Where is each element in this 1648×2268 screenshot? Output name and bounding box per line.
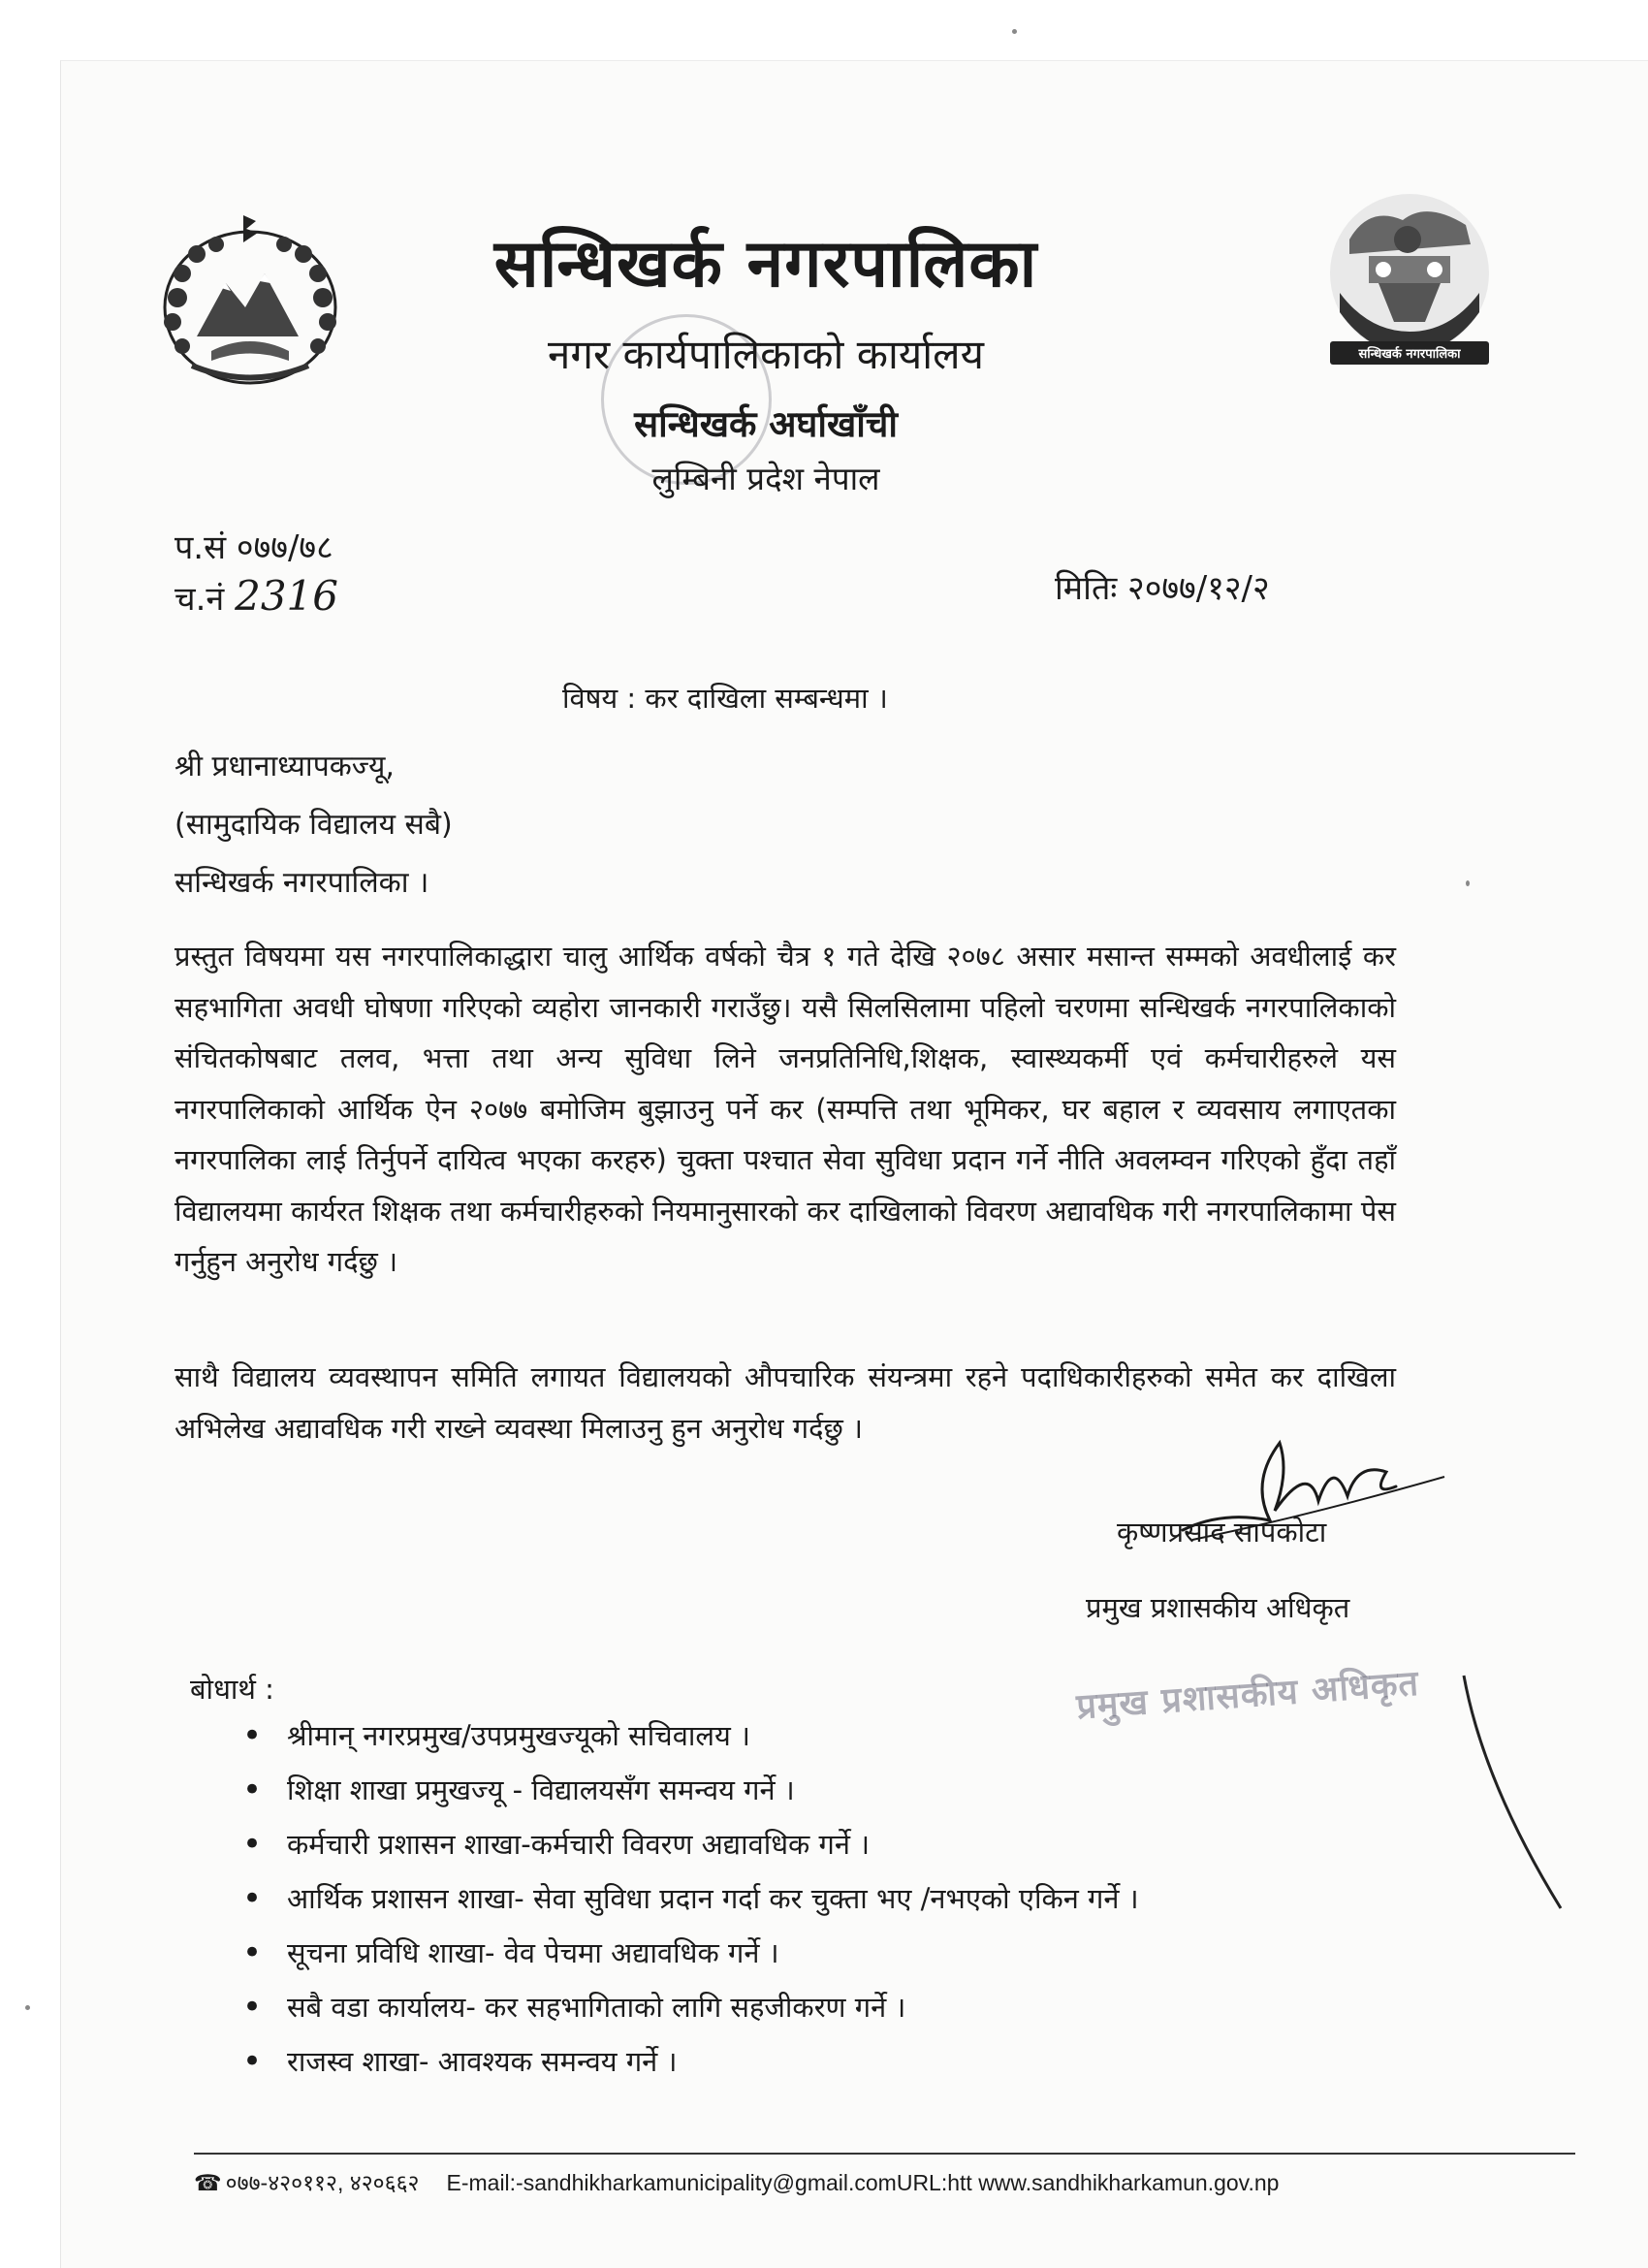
cc-list [242,1709,1139,2089]
footer-contact [194,2166,1279,2197]
municipality-logo-icon [1311,186,1508,370]
footer-divider [194,2153,1575,2155]
signatory-name: कृष्णप्रसाद सापकोटा [1117,1516,1327,1549]
list-item: • सबै वडा कार्यालय- कर सहभागिताको लागि सहजीकरण गर्ने । [242,1980,1139,2034]
officer-stamp: प्रमुख प्रशासकीय अधिकृत [1075,1663,1421,1728]
list-item: • सूचना प्रविधि शाखा- वेव पेचमा अद्यावधिक गर्ने । [242,1926,1139,1980]
scan-speck [1012,29,1017,34]
letter-number-label: प.सं [174,528,227,567]
dispatch-number-label: च.नं [174,580,225,619]
nepal-emblem-icon [153,206,347,390]
addressee-line: (सामुदायिक विद्यालय सबै) [174,808,453,842]
list-item: • कर्मचारी प्रशासन शाखा-कर्मचारी विवरण अद्यावधिक गर्ने । [242,1817,1139,1871]
dispatch-number-value: 2316 [235,572,338,620]
body-paragraph-1: प्रस्तुत विषयमा यस नगरपालिकाद्धारा चालु आर्थिक वर्षको चैत्र १ गते देखि २०७८ असार मसान्त सम्मको अवधीलाई कर सहभागिता अवधी घोषणा गरिएको व्यहोरा जानकारी गराउँछु। यसै सिलसिलामा पहिलो चरणमा सन्धिखर्क नगरपालिकाको संचितकोषबाट तलव, भत्ता तथा अन्य सुविधा लिने जनप्रतिनिधि,शिक्षक, स्वास्थ्यकर्मी एवं कर्मचारीहरुले यस नगरपालिकाको आर्थिक ऐन २०७७ बमोजिम बुझाउनु पर्ने कर (सम्पत्ति तथा भूमिकर, घर बहाल र व्यवसाय लगाएतका नगरपालिका लाई तिर्नुपर्ने दायित्व भएका करहरु) चुक्ता पश्चात सेवा सुविधा प्रदान गर्ने नीति अवलम्वन गरिएको हुँदा तहाँ विद्यालयमा कार्यरत शिक्षक तथा कर्मचारीहरुको नियमानुसारको कर दाखिलाको विवरण अद्यावधिक गरी नगरपालिकामा पेस गर्नुहुन अनुरोध गर्दछु । [174,940,1396,1278]
office-province: लुम्बिनी प्रदेश नेपाल [651,460,880,497]
dispatch-number [174,572,338,620]
list-item: • राजस्व शाखा- आवश्यक समन्वय गर्ने । [242,2034,1139,2089]
list-item: • आर्थिक प्रशासन शाखा- सेवा सुविधा प्रदान गर्दा कर चुक्ता भए /नभएको एकिन गर्ने । [242,1871,1139,1926]
scan-speck [1466,880,1470,886]
body-paragraph-2: साथै विद्यालय व्यवस्थापन समिति लगायत विद्यालयको औपचारिक संयन्त्रमा रहने पदाधिकारीहरुको समेत कर दाखिला अभिलेख अद्यावधिक गरी राख्ने व्यवस्था मिलाउनु हुन अनुरोध गर्दछु । [174,1360,1396,1445]
date-value: २०७७/१२/२ [1127,569,1270,608]
signatory-title: प्रमुख प्रशासकीय अधिकृत [1086,1591,1350,1624]
letter-number [174,524,333,568]
list-item: • शिक्षा शाखा प्रमुखज्यू - विद्यालयसँग समन्वय गर्ने । [242,1763,1139,1817]
office-location: सन्धिखर्क अर्घाखाँची [634,403,898,445]
addressee-line: सन्धिखर्क नगरपालिका । [174,866,429,900]
list-item: • श्रीमान् नगरप्रमुख/उपप्रमुखज्यूको सचिवालय । [242,1709,1139,1763]
phone-icon: ☎ [194,2170,222,2195]
office-name: नगर कार्यपालिकाको कार्यालय [548,331,984,378]
cc-heading: बोधार्थ : [190,1673,274,1706]
footer-phone: ०७७-४२०११२, ४२०६६२ [225,2170,420,2195]
logo-caption: सन्धिखर्क नगरपालिका [1358,347,1461,362]
letter-subject: विषय : कर दाखिला सम्बन्धमा । [562,682,888,715]
pen-mark [1454,1666,1570,1918]
page-title: सन्धिखर्क नगरपालिका [493,226,1038,303]
scan-speck [25,2005,30,2010]
addressee-line: श्री प्रधानाध्यापकज्यू, [174,750,395,783]
letter-number-value: ०७७/७८ [236,528,333,567]
letter-date [1055,564,1270,609]
footer-email-url: E-mail:-sandhikharkamunicipality@gmail.comURL:htt www.sandhikharkamun.gov.np [446,2170,1280,2195]
date-label: मितिः [1055,569,1118,608]
